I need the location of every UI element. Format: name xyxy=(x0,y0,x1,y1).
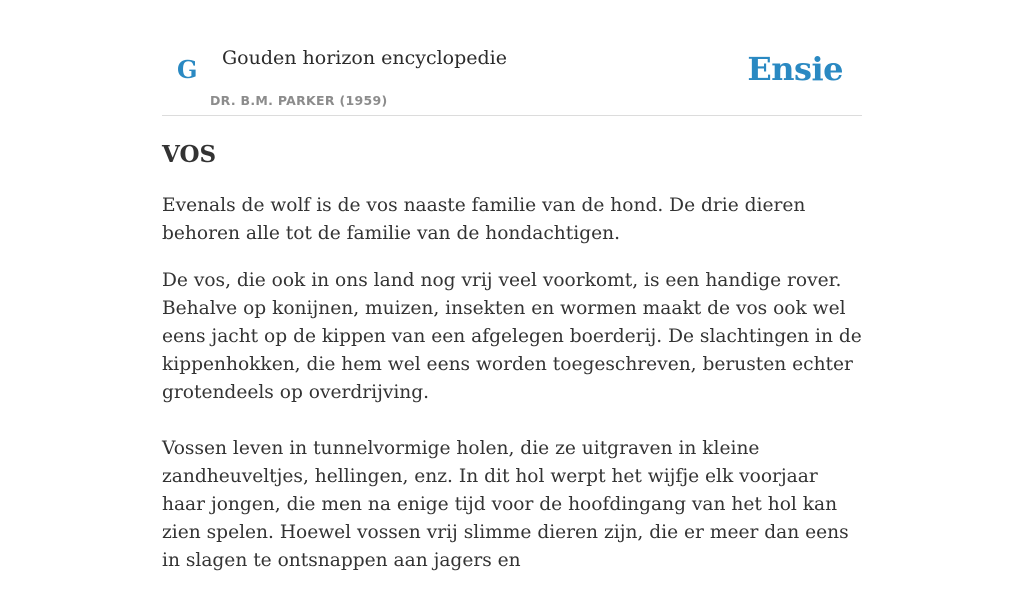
brand-logo-link[interactable]: Ensie xyxy=(747,50,843,88)
paragraph: Vossen leven in tunnelvormige holen, die ze uitgraven in kleine zandheuveltjes, hellingen, enz. In dit hol werpt het wijfje elk voorjaar haar jongen, die men na enige tijd voor de hoofdingang van het hol kan zien spelen. Hoewel vossen vrij slimme dieren zijn, die er meer dan eens in slagen te ontsnappen aan jagers en xyxy=(162,438,849,571)
source-title-link[interactable]: Gouden horizon encyclopedie xyxy=(222,47,507,69)
paragraph: Evenals de wolf is de vos naaste familie van de hond. De drie dieren behoren alle tot de familie van de hondachtigen. xyxy=(162,195,806,244)
source-logo-icon[interactable]: G xyxy=(177,55,198,84)
paragraph: De vos, die ook in ons land nog vrij veel voorkomt, is een handige rover. Behalve op konijnen, muizen, insekten en wormen maakt de vos ook wel eens jacht op de kippen van een afgelegen boerderij. De slachtingen in de kippenhokken, die hem wel eens worden toegeschreven, berusten echter grotendeels op overdrijving. xyxy=(162,270,862,403)
entry-card xyxy=(162,0,862,571)
entry-body xyxy=(162,192,862,594)
source-author: DR. B.M. PARKER (1959) xyxy=(210,93,388,108)
header xyxy=(162,0,862,116)
entry-title: VOS xyxy=(162,141,217,168)
